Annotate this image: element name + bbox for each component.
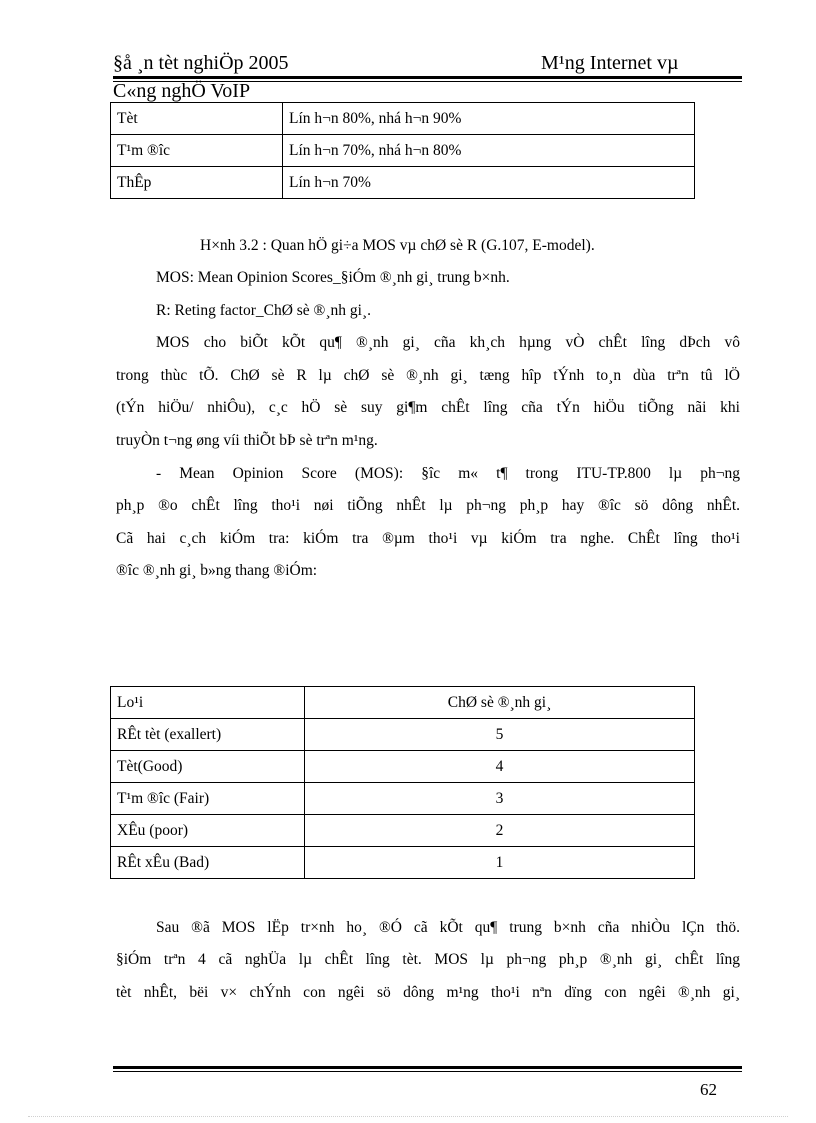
paragraph-line: trong thùc tÕ. ChØ sè R lµ chØ sè ®¸nh gi¸ tæng hîp tÝnh to¸n dùa trªn tû lÖ	[116, 367, 740, 384]
table-row	[111, 751, 695, 783]
paragraph-line: §iÓm trªn 4 cã nghÜa lµ chÊt lîng tèt. MOS lµ ph¬ng ph¸p ®¸nh gi¸ chÊt lîng	[116, 951, 740, 968]
paragraph-line: (tÝn hiÖu/ nhiÔu), c¸c hÖ sè suy gi¶m chÊt lîng cña tÝn hiÖu tiÕng nãi khi	[116, 399, 740, 416]
table-cell: Tèt	[111, 103, 283, 135]
table-cell: 1	[305, 847, 695, 879]
table-cell: Lín h¬n 70%, nhá h¬n 80%	[283, 135, 695, 167]
table-cell: 2	[305, 815, 695, 847]
table-cell: XÊu (poor)	[111, 815, 305, 847]
table-row	[111, 135, 695, 167]
footer-rule-thin	[113, 1071, 742, 1072]
quality-table	[110, 102, 695, 199]
table-row	[111, 847, 695, 879]
table-row	[111, 103, 695, 135]
table-row	[111, 719, 695, 751]
figure-caption: H×nh 3.2 : Quan hÖ gi÷a MOS vµ chØ sè R (G.107, E-model).	[200, 237, 595, 254]
table-row	[111, 167, 695, 199]
paragraph-line: Sau ®ã MOS lËp tr×nh ho¸ ®Ó cã kÕt qu¶ trung b×nh cña nhiÒu lÇn thö.	[156, 919, 740, 936]
header-left: §å ¸n tèt nghiÖp 2005	[113, 52, 289, 74]
paragraph-line: MOS cho biÕt kÕt qu¶ ®¸nh gi¸ cña kh¸ch hµng vÒ chÊt lîng dÞch vô	[156, 334, 740, 351]
table-header-cell: ChØ sè ®¸nh gi¸	[305, 687, 695, 719]
paragraph-line: - Mean Opinion Score (MOS): §îc m« t¶ trong ITU-TP.800 lµ ph¬ng	[156, 465, 740, 482]
table-cell: 4	[305, 751, 695, 783]
table-cell: 3	[305, 783, 695, 815]
table-cell: Lín h¬n 70%	[283, 167, 695, 199]
table-cell: RÊt xÊu (Bad)	[111, 847, 305, 879]
table-header-row	[111, 687, 695, 719]
table-header-cell: Lo¹i	[111, 687, 305, 719]
header-rule-thick	[113, 76, 742, 79]
table-cell: T¹m ®îc (Fair)	[111, 783, 305, 815]
table-cell: T¹m ®îc	[111, 135, 283, 167]
paragraph-line: ®îc ®¸nh gi¸ b»ng thang ®iÓm:	[116, 562, 318, 579]
footer-rule-thick	[113, 1066, 742, 1069]
paragraph-line: ph¸p ®o chÊt lîng tho¹i nøi tiÕng nhÊt lµ ph¬ng ph¸p hay ®îc sö dông nhÊt.	[116, 497, 740, 514]
page-number: 62	[700, 1080, 717, 1099]
mos-definition: MOS: Mean Opinion Scores_§iÓm ®¸nh gi¸ trung b×nh.	[156, 269, 510, 286]
paragraph-line: tèt nhÊt, bëi v× chÝnh con ngêi sö dông m¹ng tho¹i nªn dïng con ngêi ®¸nh gi¸	[116, 984, 740, 1001]
page-edge-dots	[28, 1116, 788, 1117]
table-cell: Lín h¬n 80%, nhá h¬n 90%	[283, 103, 695, 135]
mos-scale-table	[110, 686, 695, 879]
table-cell: RÊt tèt (exallert)	[111, 719, 305, 751]
table-cell: ThÊp	[111, 167, 283, 199]
paragraph-line: truyÒn t¬ng øng víi thiÕt bÞ sè trªn m¹ng.	[116, 432, 378, 449]
header-right: M¹ng Internet vµ	[541, 52, 679, 74]
table-cell: 5	[305, 719, 695, 751]
header-subtitle: C«ng nghÖ VoIP	[113, 80, 251, 102]
table-cell: Tèt(Good)	[111, 751, 305, 783]
r-definition: R: Reting factor_ChØ sè ®¸nh gi¸.	[156, 302, 371, 319]
table-row	[111, 783, 695, 815]
table-row	[111, 815, 695, 847]
paragraph-line: Cã hai c¸ch kiÓm tra: kiÓm tra ®µm tho¹i vµ kiÓm tra nghe. ChÊt lîng tho¹i	[116, 530, 740, 547]
